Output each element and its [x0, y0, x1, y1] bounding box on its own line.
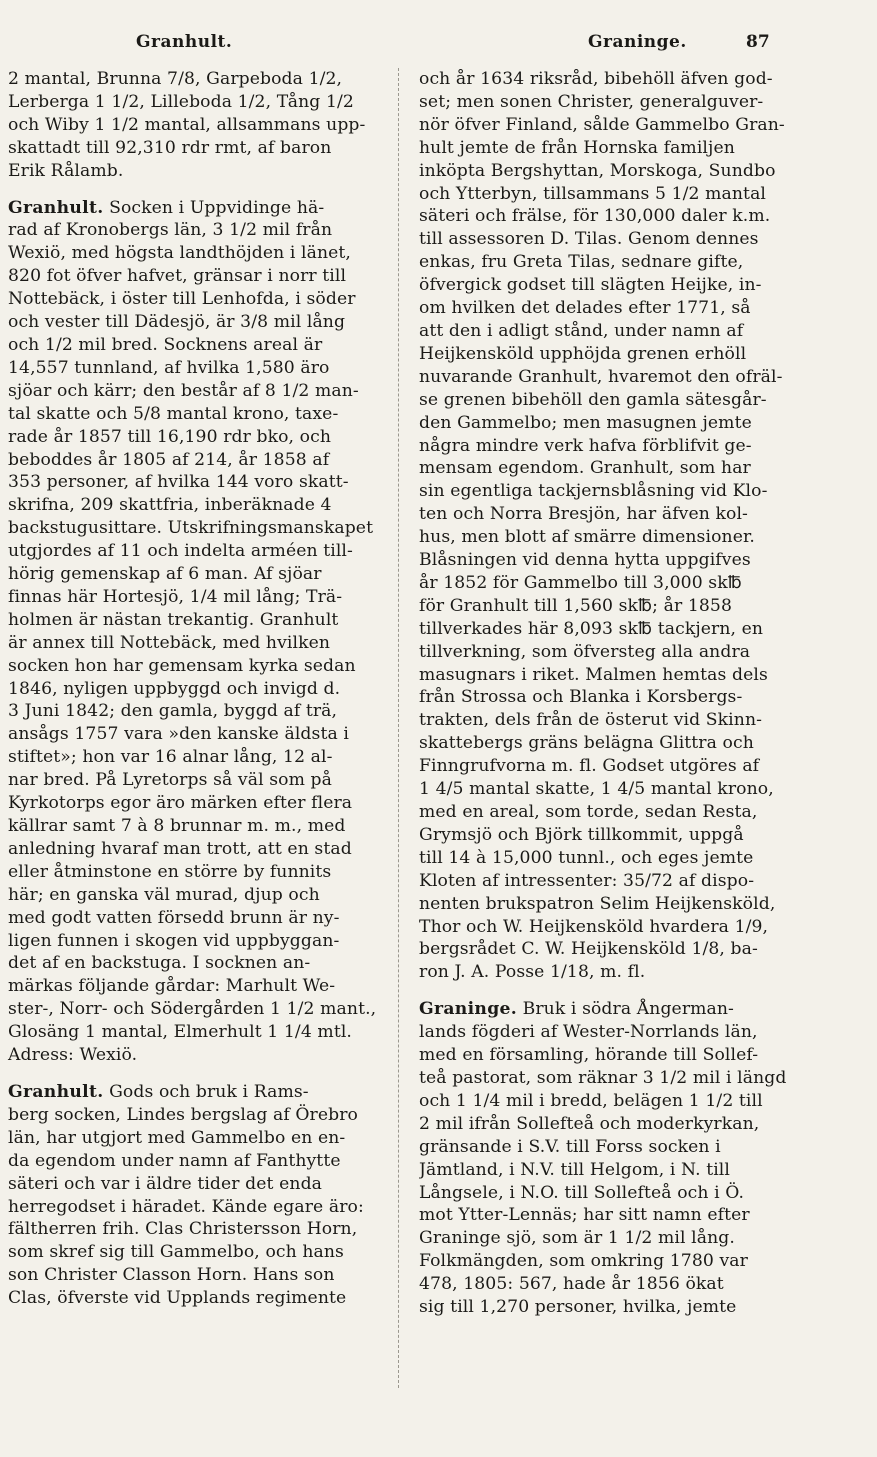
line-text: skattadt till 92,310 rdr rmt, af baron [8, 137, 332, 158]
line-text: sig till 1,270 personer, hvilka, jemte [419, 1297, 737, 1318]
line-text: lands fögderi af Wester-Norrlands län, [419, 1022, 758, 1043]
line-text: berg socken, Lindes bergslag af Örebro [8, 1104, 359, 1125]
text-line [2, 540, 380, 563]
line-text: ansågs 1757 vara »den kanske äldsta i [8, 724, 349, 745]
text-line [2, 861, 380, 884]
text-line [2, 288, 380, 311]
text-line [419, 205, 797, 228]
text-line [2, 746, 380, 769]
text-line [2, 494, 380, 517]
left-column [0, 68, 380, 1398]
line-text: eller åtminstone en större by funnits [8, 861, 332, 882]
text-line [419, 1044, 797, 1067]
line-text: med en församling, hörande till Sollef- [419, 1045, 759, 1066]
entry-headword: Granhult. [8, 197, 104, 218]
line-text: masugnars i riket. Malmen hemtas dels [419, 664, 768, 685]
line-text: ster-, Norr- och Södergården 1 1/2 mant., [8, 999, 377, 1020]
line-text: se grenen bibehöll den gamla sätesgår- [419, 389, 767, 410]
line-text: Jämtland, i N.V. till Helgom, i N. till [419, 1159, 730, 1180]
line-text: Glosäng 1 mantal, Elmerhult 1 1/4 mtl. [8, 1022, 352, 1043]
text-line [2, 311, 380, 334]
line-text: tillverkades här 8,093 sk℔ tackjern, en [419, 618, 764, 639]
line-text: 3 Juni 1842; den gamla, byggd af trä, [8, 701, 338, 722]
line-text: mensam egendom. Granhult, som har [419, 458, 751, 479]
line-text: nör öfver Finland, sålde Gammelbo Gran- [419, 114, 785, 135]
line-text: Långsele, i N.O. till Sollefteå och i Ö. [419, 1182, 745, 1203]
text-line [419, 732, 797, 755]
text-line [419, 1090, 797, 1113]
line-text: Blåsningen vid denna hytta uppgifves [419, 550, 751, 571]
line-text: Thor och W. Heijkensköld hvardera 1/9, [419, 916, 769, 937]
line-text: här; en ganska väl murad, djup och [8, 884, 320, 905]
text-line [419, 1273, 797, 1296]
text-line [2, 998, 380, 1021]
text-line [2, 357, 380, 380]
article-entry [419, 984, 797, 1319]
text-line [419, 893, 797, 916]
line-text: säteri och frälse, för 130,000 daler k.m. [419, 206, 771, 227]
line-text: några mindre verk hafva förblifvit ge- [419, 435, 752, 456]
line-text: tillverkning, som öfversteg alla andra [419, 641, 751, 662]
line-text: 1 4/5 mantal skatte, 1 4/5 mantal krono, [419, 779, 774, 800]
line-text: ten och Norra Bresjön, har äfven kol- [419, 504, 748, 525]
text-line [2, 68, 380, 91]
entry-headword: Graninge. [419, 999, 518, 1020]
text-line [419, 160, 797, 183]
column-divider [398, 68, 400, 1388]
line-text: källrar samt 7 à 8 brunnar m. m., med [8, 816, 346, 836]
text-line [419, 801, 797, 824]
paragraph [419, 68, 797, 984]
text-line [419, 847, 797, 870]
line-text: Erik Rålamb. [8, 160, 124, 181]
line-text: till assessoren D. Tilas. Genom dennes [419, 229, 759, 250]
paragraph-gap [2, 1067, 380, 1081]
text-line [419, 1021, 797, 1044]
line-text: det af en backstuga. I socknen an- [8, 953, 311, 974]
text-line [419, 870, 797, 893]
text-line [419, 1227, 797, 1250]
text-line [2, 700, 380, 723]
line-text: nuvarande Granhult, hvaremot den ofräl- [419, 366, 783, 387]
page-header [0, 28, 877, 58]
line-text: Clas, öfverste vid Upplands regimente [8, 1288, 347, 1309]
text-line [419, 778, 797, 801]
text-line [419, 389, 797, 412]
line-text: nenten brukspatron Selim Heijkensköld, [419, 893, 776, 914]
line-text: märkas följande gårdar: Marhult We- [8, 976, 336, 997]
text-line [419, 503, 797, 526]
text-line [2, 1173, 380, 1196]
line-text: Heijkensköld upphöjda grenen erhöll [419, 343, 747, 364]
line-text: 2 mantal, Brunna 7/8, Garpeboda 1/2, [8, 69, 343, 89]
line-text: för Granhult till 1,560 sk℔; år 1858 [419, 595, 732, 616]
text-line [2, 517, 380, 540]
text-line [419, 251, 797, 274]
line-text: 353 personer, af hvilka 144 voro skatt- [8, 472, 349, 493]
text-line [2, 242, 380, 265]
line-text: Kyrkotorps egor äro märken efter flera [8, 793, 353, 814]
text-line [2, 1241, 380, 1264]
running-head-right: Graninge. [588, 32, 687, 52]
text-line [2, 1218, 380, 1241]
text-line [419, 572, 797, 595]
line-text: Gods och bruk i Rams- [109, 1081, 309, 1102]
line-text: backstugusittare. Utskrifningsmanskapet [8, 518, 374, 539]
line-text: öfvergick godset till slägten Heijke, in- [419, 275, 762, 296]
text-line [419, 916, 797, 939]
entry-headword: Granhult. [8, 1081, 104, 1102]
line-text: ron J. A. Posse 1/18, m. fl. [419, 962, 646, 983]
line-text: skrifna, 209 skattfria, inberäknade 4 [8, 495, 332, 516]
right-column [419, 68, 797, 1398]
text-line [2, 1127, 380, 1150]
text-line [419, 1182, 797, 1205]
line-text: herregodset i häradet. Kände egare äro: [8, 1196, 364, 1217]
line-text: anledning hvaraf man trott, att en stad [8, 838, 352, 859]
line-text: län, har utgjort med Gammelbo en en- [8, 1127, 346, 1148]
text-line [2, 678, 380, 701]
line-text: mot Ytter-Lennäs; har sitt namn efter [419, 1205, 750, 1226]
text-line [419, 1296, 797, 1319]
text-line [2, 91, 380, 114]
text-line [419, 1067, 797, 1090]
line-text: säteri och var i äldre tider det enda [8, 1173, 323, 1194]
line-text: till 14 à 15,000 tunnl., och eges jemte [419, 847, 754, 868]
line-text: son Christer Classon Horn. Hans son [8, 1265, 335, 1286]
line-text: rade år 1857 till 16,190 rdr bko, och [8, 426, 332, 447]
text-line [2, 114, 380, 137]
text-line [2, 609, 380, 632]
text-line [2, 265, 380, 288]
text-line [2, 1021, 380, 1044]
text-line [419, 457, 797, 480]
text-line [2, 769, 380, 792]
line-text: Graninge sjö, som är 1 1/2 mil lång. [419, 1228, 735, 1249]
article-entry [2, 1067, 380, 1310]
text-line [2, 975, 380, 998]
line-text: teå pastorat, som räknar 3 1/2 mil i längd [419, 1067, 787, 1088]
line-text: Nottebäck, i öster till Lenhofda, i söder [8, 289, 356, 310]
line-text: med godt vatten försedd brunn är ny- [8, 907, 340, 928]
text-line [419, 435, 797, 458]
line-text: Bruk i södra Ångerman- [522, 999, 734, 1020]
running-head-left: Granhult. [136, 32, 233, 52]
line-text: som skref sig till Gammelbo, och hans [8, 1242, 344, 1263]
line-text: beboddes år 1805 af 214, år 1858 af [8, 449, 330, 470]
text-line [419, 1159, 797, 1182]
line-text: 820 fot öfver hafvet, gränsar i norr till [8, 266, 347, 287]
line-text: med en areal, som torde, sedan Resta, [419, 802, 758, 822]
line-text: gränsande i S.V. till Forss socken i [419, 1136, 721, 1157]
line-text: 1846, nyligen uppbyggd och invigd d. [8, 678, 341, 699]
line-text: år 1852 för Gammelbo till 3,000 sk℔ [419, 572, 742, 593]
text-line [419, 412, 797, 435]
text-line [419, 998, 797, 1021]
text-line [2, 930, 380, 953]
line-text: enkas, fru Greta Tilas, sednare gifte, [419, 252, 744, 273]
line-text: den Gammelbo; men masugnen jemte [419, 412, 752, 433]
line-text: Adress: Wexiö. [8, 1045, 138, 1066]
line-text: tal skatte och 5/8 mantal krono, taxe- [8, 403, 339, 424]
line-text: sin egentliga tackjernsblåsning vid Klo- [419, 481, 768, 502]
text-line [419, 343, 797, 366]
text-line [2, 449, 380, 472]
text-line [2, 1264, 380, 1287]
text-line [419, 618, 797, 641]
text-line [419, 824, 797, 847]
text-line [2, 723, 380, 746]
text-line [2, 586, 380, 609]
text-line [2, 137, 380, 160]
text-line [2, 632, 380, 655]
text-line [419, 480, 797, 503]
page-number: 87 [746, 32, 770, 52]
text-line [419, 664, 797, 687]
line-text: och vester till Dädesjö, är 3/8 mil lång [8, 312, 346, 333]
text-line [419, 755, 797, 778]
text-line [419, 938, 797, 961]
line-text: fältherren frih. Clas Christersson Horn, [8, 1219, 358, 1240]
line-text: bergsrådet C. W. Heijkensköld 1/8, ba- [419, 939, 758, 960]
text-line [419, 1250, 797, 1273]
text-line [419, 549, 797, 572]
text-line [419, 641, 797, 664]
line-text: finnas här Hortesjö, 1/4 mil lång; Trä- [8, 586, 343, 607]
line-text: Grymsjö och Björk tillkommit, uppgå [419, 824, 744, 845]
paragraph-gap [2, 183, 380, 197]
line-text: Kloten af intressenter: 35/72 af dispo- [419, 870, 755, 891]
text-line [419, 137, 797, 160]
text-line [2, 380, 380, 403]
line-text: och år 1634 riksråd, bibehöll äfven god- [419, 69, 773, 89]
text-line [2, 907, 380, 930]
text-line [419, 320, 797, 343]
line-text: hörig gemenskap af 6 man. Af sjöar [8, 564, 322, 585]
line-text: 14,557 tunnland, af hvilka 1,580 äro [8, 357, 330, 378]
text-line [2, 563, 380, 586]
line-text: hus, men blott af smärre dimensioner. [419, 527, 755, 548]
text-line [2, 655, 380, 678]
text-line [2, 1104, 380, 1127]
text-line [2, 1081, 380, 1104]
article-entry [2, 183, 380, 1067]
line-text: och Wiby 1 1/2 mantal, allsammans upp- [8, 114, 366, 135]
text-line [419, 91, 797, 114]
line-text: att den i adligt stånd, under namn af [419, 320, 744, 341]
line-text: och Ytterbyn, tillsammans 5 1/2 mantal [419, 183, 767, 204]
text-line [2, 1287, 380, 1310]
line-text: inköpta Bergshyttan, Morskoga, Sundbo [419, 160, 776, 181]
text-line [2, 1196, 380, 1219]
text-line [2, 792, 380, 815]
text-line [419, 709, 797, 732]
text-line [419, 1113, 797, 1136]
line-text: socken hon har gemensam kyrka sedan [8, 655, 356, 676]
line-text: ligen funnen i skogen vid uppbyggan- [8, 930, 340, 951]
text-line [2, 426, 380, 449]
text-line [2, 1044, 380, 1067]
line-text: Wexiö, med högsta landthöjden i länet, [8, 243, 351, 264]
text-line [2, 197, 380, 220]
line-text: Finngrufvorna m. fl. Godset utgöres af [419, 756, 760, 777]
line-text: Folkmängden, som omkring 1780 var [419, 1251, 748, 1272]
text-line [419, 961, 797, 984]
text-line [2, 815, 380, 838]
text-line [2, 838, 380, 861]
text-line [419, 686, 797, 709]
line-text: och 1/2 mil bred. Socknens areal är [8, 334, 323, 355]
text-line [419, 228, 797, 251]
line-text: set; men sonen Christer, generalguver- [419, 91, 764, 112]
text-line [419, 1204, 797, 1227]
line-text: skattebergs gräns belägna Glittra och [419, 733, 754, 754]
text-line [2, 219, 380, 242]
text-line [2, 884, 380, 907]
text-line [2, 952, 380, 975]
line-text: om hvilken det delades efter 1771, så [419, 298, 751, 319]
line-text: stiftet»; hon var 16 alnar lång, 12 al- [8, 747, 333, 768]
line-text: trakten, dels från de österut vid Skinn- [419, 710, 763, 731]
paragraph [2, 68, 380, 183]
paragraph-gap [419, 984, 797, 998]
line-text: utgjordes af 11 och indelta arméen till- [8, 541, 353, 562]
line-text: och 1 1/4 mil i bredd, belägen 1 1/2 till [419, 1090, 763, 1111]
line-text: sjöar och kärr; den består af 8 1/2 man- [8, 380, 359, 401]
text-line [2, 334, 380, 357]
line-text: Socken i Uppvidinge hä- [109, 197, 325, 218]
line-text: da egendom under namn af Fanthytte [8, 1150, 341, 1171]
text-line [419, 1136, 797, 1159]
text-line [419, 297, 797, 320]
line-text: är annex till Nottebäck, med hvilken [8, 632, 331, 653]
text-line [419, 183, 797, 206]
line-text: från Strossa och Blanka i Korsbergs- [419, 687, 743, 708]
line-text: 2 mil ifrån Sollefteå och moderkyrkan, [419, 1113, 760, 1134]
text-line [419, 68, 797, 91]
text-line [2, 160, 380, 183]
line-text: Lerberga 1 1/2, Lilleboda 1/2, Tång 1/2 [8, 91, 354, 112]
text-line [419, 366, 797, 389]
text-line [419, 526, 797, 549]
text-line [2, 1150, 380, 1173]
text-line [2, 471, 380, 494]
line-text: holmen är nästan trekantig. Granhult [8, 609, 339, 630]
text-line [2, 403, 380, 426]
text-line [419, 114, 797, 137]
line-text: nar bred. På Lyretorps så väl som på [8, 770, 333, 791]
line-text: rad af Kronobergs län, 3 1/2 mil från [8, 220, 333, 241]
text-line [419, 274, 797, 297]
text-line [419, 595, 797, 618]
line-text: 478, 1805: 567, hade år 1856 ökat [419, 1274, 724, 1295]
line-text: hult jemte de från Hornska familjen [419, 137, 735, 158]
